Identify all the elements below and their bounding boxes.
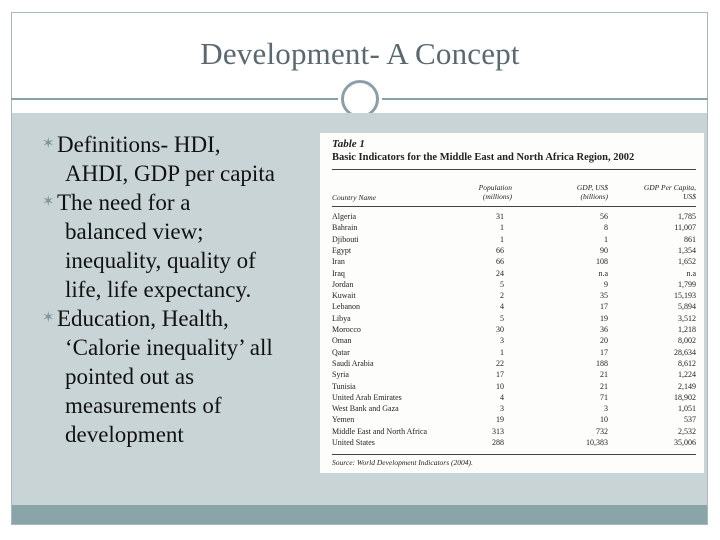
bullet-item <box>20 130 320 188</box>
col-header-population <box>460 183 512 201</box>
cell-gdp-per-capita: 537 <box>684 415 696 425</box>
cell-country: Qatar <box>332 347 350 357</box>
cell-country: Djibouti <box>332 234 359 244</box>
cell-gdp: 8 <box>604 223 608 233</box>
cell-country: West Bank and Gaza <box>332 404 399 414</box>
cell-gdp: 3 <box>604 404 608 414</box>
table-row <box>332 314 696 324</box>
cell-gdp-per-capita: 1,051 <box>678 404 696 414</box>
bullet-line: Definitions- HDI, <box>57 132 221 157</box>
col-header-line: (millions) <box>482 192 512 201</box>
table-row <box>332 246 696 256</box>
cell-gdp-per-capita: 8,612 <box>678 358 696 368</box>
bullet-line: life, life expectancy. <box>65 277 252 302</box>
table-row <box>332 404 696 414</box>
slide-title: Development- A Concept <box>200 36 520 71</box>
cell-gdp: 188 <box>596 358 608 368</box>
cell-country: Saudi Arabia <box>332 358 374 368</box>
table-row <box>332 438 696 448</box>
swoosh-bullet-icon: ✶ <box>42 310 55 326</box>
cell-gdp: 36 <box>600 325 608 334</box>
cell-country: Syria <box>332 370 349 380</box>
cell-gdp: 10 <box>600 415 608 425</box>
cell-gdp-per-capita: 11,007 <box>674 223 696 233</box>
table-row <box>332 348 696 358</box>
table-caption: Basic Indicators for the Middle East and North Africa Region, 2002 <box>332 152 635 163</box>
cell-gdp-per-capita: 18,902 <box>674 392 696 402</box>
cell-population: 4 <box>500 392 504 402</box>
cell-gdp-per-capita: 2,149 <box>678 381 696 391</box>
bullet-item <box>20 188 320 304</box>
table-row <box>332 235 696 245</box>
table-row <box>332 325 696 335</box>
bullet-line: AHDI, GDP per capita <box>65 161 275 186</box>
cell-gdp-per-capita: 35,006 <box>674 438 696 447</box>
table-row <box>332 370 696 380</box>
footer-band <box>12 505 707 524</box>
bullet-item <box>20 304 320 449</box>
table-row <box>332 359 696 369</box>
cell-gdp: 9 <box>604 279 608 289</box>
cell-gdp: 56 <box>600 212 608 221</box>
cell-country: United States <box>332 438 375 447</box>
indicator-table <box>320 133 704 473</box>
cell-gdp-per-capita: 5,894 <box>678 302 696 312</box>
col-header-gdp-per-capita <box>616 183 696 201</box>
bullet-line: balanced view; <box>65 219 204 244</box>
cell-gdp: 35 <box>600 291 608 301</box>
cell-gdp: 17 <box>600 347 608 357</box>
bullet-list <box>20 130 320 449</box>
cell-population: 19 <box>496 415 504 425</box>
col-header-line: GDP, US$ <box>576 183 608 192</box>
table-label: Table 1 <box>332 138 365 150</box>
cell-gdp: 17 <box>600 302 608 312</box>
col-header-country: Country Name <box>332 193 376 202</box>
cell-gdp: 19 <box>600 313 608 323</box>
cell-gdp-per-capita: 1,652 <box>678 257 696 267</box>
cell-population: 5 <box>500 313 504 323</box>
title-rule-left <box>11 98 338 100</box>
cell-country: Algeria <box>332 212 356 221</box>
cell-gdp: 20 <box>600 336 608 346</box>
cell-country: Bahrain <box>332 223 358 233</box>
cell-gdp-per-capita: 8,002 <box>678 336 696 346</box>
cell-gdp-per-capita: 1,224 <box>678 370 696 380</box>
col-header-line: US$ <box>683 192 696 201</box>
cell-population: 17 <box>496 370 504 380</box>
cell-gdp: n.a <box>598 268 608 278</box>
cell-country: Oman <box>332 336 352 346</box>
table-source: Source: World Development Indicators (2004). <box>332 458 473 467</box>
cell-country: Yemen <box>332 415 355 425</box>
table-row <box>332 257 696 267</box>
title-rule-right <box>382 98 708 100</box>
cell-population: 24 <box>496 268 504 278</box>
cell-gdp-per-capita: 1,785 <box>678 212 696 221</box>
cell-population: 10 <box>496 381 504 391</box>
cell-population: 30 <box>496 325 504 334</box>
table-row <box>332 269 696 279</box>
cell-country: Iran <box>332 257 345 267</box>
cell-gdp: 21 <box>600 381 608 391</box>
table-row <box>332 336 696 346</box>
table-bottom-rule <box>332 454 696 455</box>
cell-country: Iraq <box>332 268 345 278</box>
table-row <box>332 212 696 222</box>
cell-gdp-per-capita: 2,532 <box>678 426 696 436</box>
table-row <box>332 223 696 233</box>
cell-gdp: 108 <box>596 257 608 267</box>
cell-population: 1 <box>500 347 504 357</box>
cell-gdp: 1 <box>604 234 608 244</box>
table-row <box>332 382 696 392</box>
cell-population: 313 <box>492 426 504 436</box>
cell-population: 1 <box>500 234 504 244</box>
cell-population: 66 <box>496 245 504 255</box>
cell-population: 4 <box>500 302 504 312</box>
cell-gdp: 732 <box>596 426 608 436</box>
cell-population: 1 <box>500 223 504 233</box>
cell-country: Morocco <box>332 325 361 334</box>
cell-country: United Arab Emirates <box>332 392 402 402</box>
cell-gdp-per-capita: 15,193 <box>674 291 696 301</box>
bullet-line: The need for a <box>57 190 191 215</box>
cell-gdp: 71 <box>600 392 608 402</box>
table-row <box>332 427 696 437</box>
cell-country: Jordan <box>332 279 354 289</box>
bullet-line: Education, Health, <box>57 306 229 331</box>
table-row <box>332 302 696 312</box>
col-header-line: (billions) <box>580 192 608 201</box>
table-row <box>332 415 696 425</box>
swoosh-bullet-icon: ✶ <box>42 194 55 210</box>
cell-country: Egypt <box>332 245 352 255</box>
cell-population: 31 <box>496 212 504 221</box>
cell-country: Tunisia <box>332 381 356 391</box>
cell-country: Middle East and North Africa <box>332 426 428 436</box>
cell-population: 3 <box>500 336 504 346</box>
table-row <box>332 393 696 403</box>
table-row <box>332 280 696 290</box>
bullet-line: development <box>65 422 184 447</box>
cell-gdp: 21 <box>600 370 608 380</box>
bullet-line: pointed out as <box>65 364 195 389</box>
bullet-line: inequality, quality of <box>65 248 256 273</box>
cell-population: 66 <box>496 257 504 267</box>
cell-population: 288 <box>492 438 504 447</box>
col-header-line: GDP Per Capita, <box>643 183 696 192</box>
swoosh-bullet-icon: ✶ <box>42 136 55 152</box>
cell-population: 22 <box>496 358 504 368</box>
cell-gdp-per-capita: 861 <box>684 234 696 244</box>
bullet-line: measurements of <box>65 393 222 418</box>
cell-gdp-per-capita: 3,512 <box>678 313 696 323</box>
cell-country: Kuwait <box>332 291 356 301</box>
cell-gdp-per-capita: 28,634 <box>674 347 696 357</box>
cell-population: 3 <box>500 404 504 414</box>
cell-country: Lebanon <box>332 302 360 312</box>
cell-gdp: 90 <box>600 245 608 255</box>
table-row <box>332 291 696 301</box>
table-top-rule <box>332 169 696 170</box>
cell-gdp: 10,383 <box>586 438 608 447</box>
cell-population: 5 <box>500 279 504 289</box>
cell-gdp-per-capita: n.a <box>686 268 696 278</box>
col-header-gdp <box>536 183 608 201</box>
cell-country: Libya <box>332 313 351 323</box>
cell-gdp-per-capita: 1,218 <box>678 325 696 334</box>
cell-population: 2 <box>500 291 504 301</box>
bullet-line: ‘Calorie inequality’ all <box>65 335 273 360</box>
table-header-rule <box>332 206 696 207</box>
cell-gdp-per-capita: 1,354 <box>678 245 696 255</box>
col-header-line: Population <box>478 183 512 192</box>
cell-gdp-per-capita: 1,799 <box>678 279 696 289</box>
